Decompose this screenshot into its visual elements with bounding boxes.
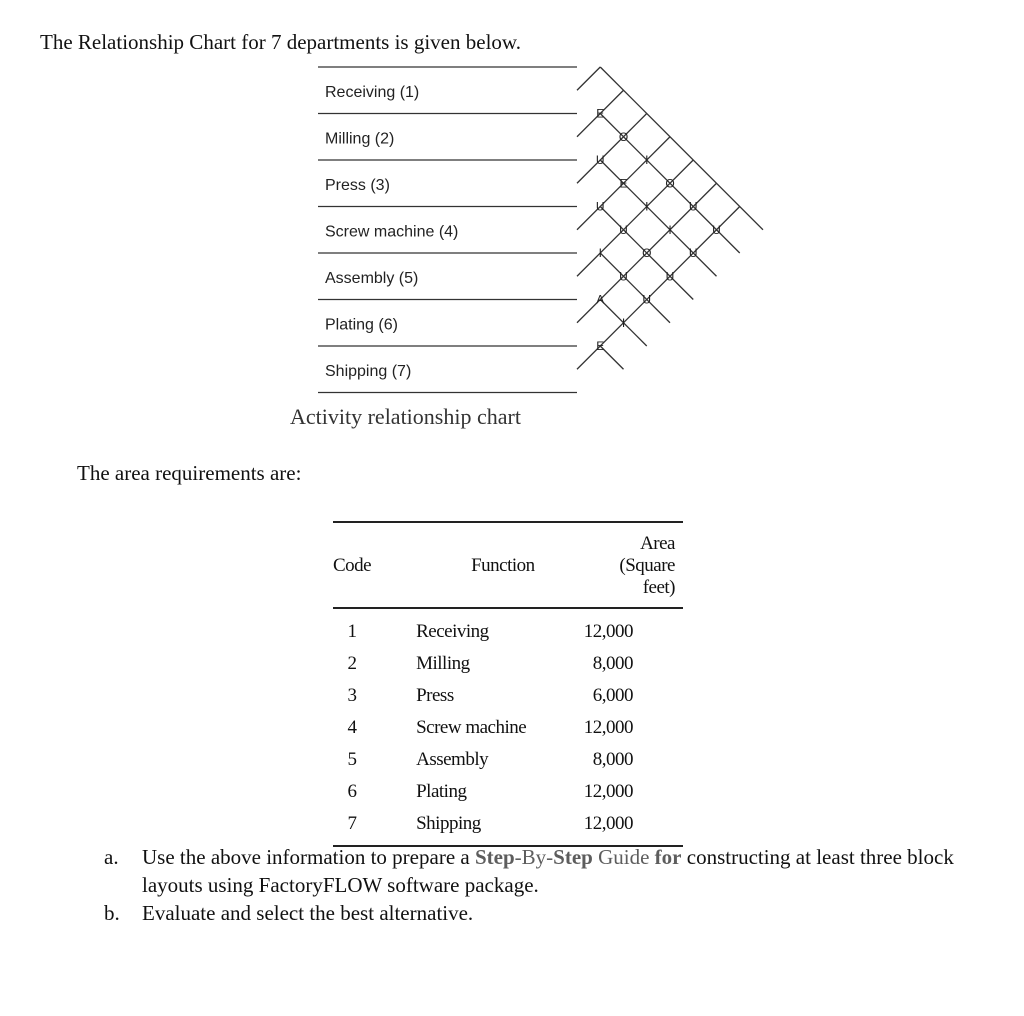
relationship-code: U bbox=[619, 269, 628, 284]
header-code: Code bbox=[333, 522, 371, 608]
task-a-part: for bbox=[654, 845, 682, 869]
relationship-code: U bbox=[642, 292, 652, 307]
relationship-code: O bbox=[665, 176, 675, 191]
diagonal-grid-line bbox=[577, 67, 600, 90]
diagonal-grid-line bbox=[600, 160, 716, 276]
cell-function: Receiving bbox=[416, 621, 489, 642]
relationship-code: A bbox=[596, 292, 605, 307]
table-row bbox=[333, 808, 683, 846]
task-a-part: Guide bbox=[592, 845, 655, 869]
cell-area: 12,000 bbox=[583, 621, 633, 642]
diagonal-grid-line bbox=[577, 160, 693, 276]
cell-code: 2 bbox=[347, 653, 357, 674]
header-area: Area (Square feet) bbox=[584, 522, 683, 608]
task-a-part: Step bbox=[553, 845, 593, 869]
relationship-code: U bbox=[665, 269, 675, 284]
diagonal-grid-line bbox=[600, 253, 670, 323]
area-heading: The area requirements are: bbox=[77, 461, 302, 485]
task-a-part: Use the above information to prepare a bbox=[142, 845, 475, 869]
cell-area: 12,000 bbox=[583, 717, 633, 738]
diagonal-grid-line bbox=[600, 67, 763, 230]
header-function: Function bbox=[371, 522, 584, 608]
department-label: Press (3) bbox=[325, 177, 390, 194]
cell-function: Screw machine bbox=[416, 717, 527, 738]
department-label: Milling (2) bbox=[325, 130, 395, 148]
cell-area: 8,000 bbox=[592, 653, 633, 674]
department-label: Screw machine (4) bbox=[325, 223, 459, 241]
department-label: Plating (6) bbox=[325, 316, 398, 334]
table-row bbox=[333, 608, 683, 648]
diagonal-grid-line bbox=[577, 114, 647, 184]
department-label: Shipping (7) bbox=[325, 363, 412, 380]
relationship-code: I bbox=[621, 315, 626, 330]
relationship-code: U bbox=[688, 199, 698, 214]
task-a bbox=[104, 843, 984, 899]
relationship-code: U bbox=[688, 246, 698, 261]
cell-function: Milling bbox=[416, 653, 470, 674]
task-a-part: -By- bbox=[514, 845, 554, 869]
department-label: Receiving (1) bbox=[325, 84, 420, 101]
activity-relationship-chart bbox=[0, 0, 1024, 440]
relationship-code: U bbox=[712, 222, 721, 237]
relationship-code: E bbox=[596, 339, 605, 354]
cell-area: 6,000 bbox=[592, 685, 633, 706]
cell-function: Press bbox=[416, 685, 454, 706]
task-list bbox=[104, 843, 984, 927]
cell-code: 3 bbox=[347, 685, 357, 706]
cell-code: 7 bbox=[333, 808, 371, 846]
task-a-text bbox=[142, 843, 984, 899]
cell-area: 8,000 bbox=[592, 749, 633, 770]
cell-function: Plating bbox=[416, 781, 467, 802]
cell-area: 12,000 bbox=[583, 781, 633, 802]
cell-function: Shipping bbox=[371, 808, 584, 846]
task-a-part: constructing at least three block layouts using FactoryFLOW software package. bbox=[142, 845, 954, 897]
relationship-code: U bbox=[619, 222, 628, 237]
table-header-row bbox=[333, 522, 683, 608]
relationship-code: I bbox=[668, 222, 672, 237]
cell-area: 12,000 bbox=[584, 808, 683, 846]
relationship-code: E bbox=[596, 106, 605, 121]
task-b-text: Evaluate and select the best alternative. bbox=[142, 901, 474, 925]
intro-text: The Relationship Chart for 7 departments is given below. bbox=[40, 30, 521, 54]
table-row bbox=[333, 680, 683, 712]
cell-code: 1 bbox=[347, 621, 357, 642]
task-a-letter: a. bbox=[104, 845, 119, 869]
task-b-letter: b. bbox=[104, 901, 120, 925]
relationship-code: E bbox=[619, 176, 628, 191]
table-row bbox=[333, 744, 683, 776]
table-row bbox=[333, 776, 683, 808]
cell-code: 5 bbox=[347, 749, 357, 770]
department-label: Assembly (5) bbox=[325, 270, 419, 287]
relationship-code: U bbox=[595, 153, 605, 168]
cell-code: 4 bbox=[347, 717, 357, 738]
table-row bbox=[333, 712, 683, 744]
cell-code: 6 bbox=[347, 781, 357, 802]
relationship-code: I bbox=[598, 246, 602, 261]
task-b bbox=[104, 899, 984, 927]
cell-function: Assembly bbox=[416, 749, 489, 770]
area-table-wrapper bbox=[333, 521, 683, 847]
relationship-code: O bbox=[618, 129, 629, 144]
area-requirements-table bbox=[333, 521, 683, 847]
relationship-code: I bbox=[645, 153, 649, 168]
task-a-part: Step bbox=[474, 845, 515, 869]
chart-caption: Activity relationship chart bbox=[290, 404, 521, 429]
relationship-code: O bbox=[642, 246, 652, 261]
relationship-code: I bbox=[645, 199, 649, 214]
relationship-code: U bbox=[595, 199, 605, 214]
table-row bbox=[333, 648, 683, 680]
